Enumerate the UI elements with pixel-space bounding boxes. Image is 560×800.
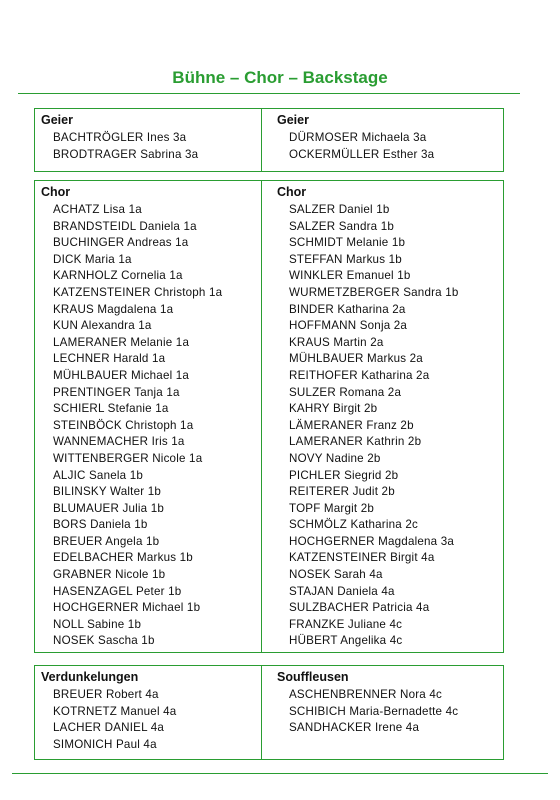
name-entry: BUCHINGER Andreas 1a bbox=[53, 236, 189, 250]
name-entry: REITERER Judit 2b bbox=[289, 485, 395, 499]
name-entry: OCKERMÜLLER Esther 3a bbox=[289, 147, 435, 161]
page-title: Bühne – Chor – Backstage bbox=[172, 68, 388, 87]
name-entry: TOPF Margit 2b bbox=[289, 501, 375, 515]
name-entry: KOTRNETZ Manuel 4a bbox=[53, 704, 177, 718]
section-heading: Souffleusen bbox=[277, 670, 349, 684]
column-divider bbox=[261, 181, 262, 652]
section-heading: Chor bbox=[41, 185, 71, 199]
section-heading: Chor bbox=[277, 185, 307, 199]
column-divider bbox=[261, 666, 262, 759]
name-list bbox=[277, 130, 434, 163]
name-entry: KATZENSTEINER Birgit 4a bbox=[289, 551, 435, 565]
name-entry: NOVY Nadine 2b bbox=[289, 451, 381, 465]
name-entry: LAMERANER Melanie 1a bbox=[53, 335, 190, 349]
name-entry: BRANDSTEIDL Daniela 1a bbox=[53, 219, 197, 233]
souffleusen-column bbox=[277, 666, 458, 737]
backstage-section bbox=[34, 665, 504, 760]
name-entry: HOCHGERNER Michael 1b bbox=[53, 601, 201, 615]
chor-section bbox=[34, 180, 504, 653]
column-divider bbox=[261, 109, 262, 171]
name-entry: NOSEK Sascha 1b bbox=[53, 634, 155, 648]
chor-right-column bbox=[277, 181, 459, 650]
name-entry: PICHLER Siegrid 2b bbox=[289, 468, 399, 482]
geier-left-column bbox=[41, 109, 198, 163]
name-entry: HOCHGERNER Magdalena 3a bbox=[289, 534, 455, 548]
name-entry: KRAUS Martin 2a bbox=[289, 335, 384, 349]
name-list bbox=[277, 687, 458, 737]
section-heading: Geier bbox=[277, 113, 309, 127]
name-entry: STAJAN Daniela 4a bbox=[289, 584, 395, 598]
name-entry: SCHIBICH Maria-Bernadette 4c bbox=[289, 704, 459, 718]
name-list bbox=[41, 687, 176, 753]
name-entry: BILINSKY Walter 1b bbox=[53, 485, 161, 499]
name-entry: LAMERANER Kathrin 2b bbox=[289, 435, 422, 449]
name-entry: BLUMAUER Julia 1b bbox=[53, 501, 165, 515]
name-entry: MÜHLBAUER Markus 2a bbox=[289, 352, 423, 366]
name-entry: BRODTRAGER Sabrina 3a bbox=[53, 147, 199, 161]
name-entry: EDELBACHER Markus 1b bbox=[53, 551, 193, 565]
name-entry: KUN Alexandra 1a bbox=[53, 319, 152, 333]
name-list bbox=[41, 202, 222, 650]
geier-section bbox=[34, 108, 504, 172]
name-entry: SANDHACKER Irene 4a bbox=[289, 721, 420, 735]
name-entry: LACHER DANIEL 4a bbox=[53, 721, 165, 735]
name-entry: HASENZAGEL Peter 1b bbox=[53, 584, 182, 598]
name-entry: KARNHOLZ Cornelia 1a bbox=[53, 269, 183, 283]
name-entry: BREUER Angela 1b bbox=[53, 534, 160, 548]
name-entry: WURMETZBERGER Sandra 1b bbox=[289, 285, 459, 299]
name-entry: SALZER Daniel 1b bbox=[289, 203, 390, 216]
name-entry: ACHATZ Lisa 1a bbox=[53, 203, 142, 216]
name-entry: LECHNER Harald 1a bbox=[53, 352, 166, 366]
name-entry: LÄMERANER Franz 2b bbox=[289, 418, 414, 432]
name-entry: PRENTINGER Tanja 1a bbox=[53, 385, 180, 399]
name-entry: BREUER Robert 4a bbox=[53, 688, 159, 701]
name-entry: DÜRMOSER Michaela 3a bbox=[289, 131, 427, 144]
name-entry: NOSEK Sarah 4a bbox=[289, 568, 383, 582]
name-entry: DICK Maria 1a bbox=[53, 252, 132, 266]
name-entry: BORS Daniela 1b bbox=[53, 518, 148, 532]
name-entry: SIMONICH Paul 4a bbox=[53, 737, 157, 751]
name-entry: BACHTRÖGLER Ines 3a bbox=[53, 131, 187, 144]
name-entry: ALJIC Sanela 1b bbox=[53, 468, 144, 482]
name-entry: WANNEMACHER Iris 1a bbox=[53, 435, 185, 449]
name-entry: ASCHENBRENNER Nora 4c bbox=[289, 688, 443, 701]
name-entry: HOFFMANN Sonja 2a bbox=[289, 319, 408, 333]
name-entry: FRANZKE Juliane 4c bbox=[289, 617, 403, 631]
name-entry: STEINBÖCK Christoph 1a bbox=[53, 418, 194, 432]
section-heading: Verdunkelungen bbox=[41, 670, 139, 684]
name-entry: REITHOFER Katharina 2a bbox=[289, 368, 430, 382]
name-entry: STEFFAN Markus 1b bbox=[289, 252, 402, 266]
name-entry: SCHIERL Stefanie 1a bbox=[53, 402, 169, 416]
name-entry: SALZER Sandra 1b bbox=[289, 219, 395, 233]
name-entry: KAHRY Birgit 2b bbox=[289, 402, 378, 416]
name-entry: SULZBACHER Patricia 4a bbox=[289, 601, 430, 615]
name-entry: WITTENBERGER Nicole 1a bbox=[53, 451, 203, 465]
name-entry: KRAUS Magdalena 1a bbox=[53, 302, 174, 316]
chor-left-column bbox=[41, 181, 222, 650]
name-entry: KATZENSTEINER Christoph 1a bbox=[53, 285, 223, 299]
name-list bbox=[41, 130, 198, 163]
title-underline bbox=[18, 93, 520, 94]
name-entry: NOLL Sabine 1b bbox=[53, 617, 142, 631]
name-entry: SCHMIDT Melanie 1b bbox=[289, 236, 406, 250]
name-entry: SULZER Romana 2a bbox=[289, 385, 402, 399]
name-entry: GRABNER Nicole 1b bbox=[53, 568, 166, 582]
geier-right-column bbox=[277, 109, 434, 163]
name-entry: BINDER Katharina 2a bbox=[289, 302, 406, 316]
name-entry: WINKLER Emanuel 1b bbox=[289, 269, 411, 283]
name-entry: SCHMÖLZ Katharina 2c bbox=[289, 518, 419, 532]
name-entry: MÜHLBAUER Michael 1a bbox=[53, 368, 190, 382]
footer-rule bbox=[12, 773, 548, 774]
name-list bbox=[277, 202, 459, 650]
verdunkelungen-column bbox=[41, 666, 176, 753]
name-entry: HÜBERT Angelika 4c bbox=[289, 634, 403, 648]
section-heading: Geier bbox=[41, 113, 73, 127]
